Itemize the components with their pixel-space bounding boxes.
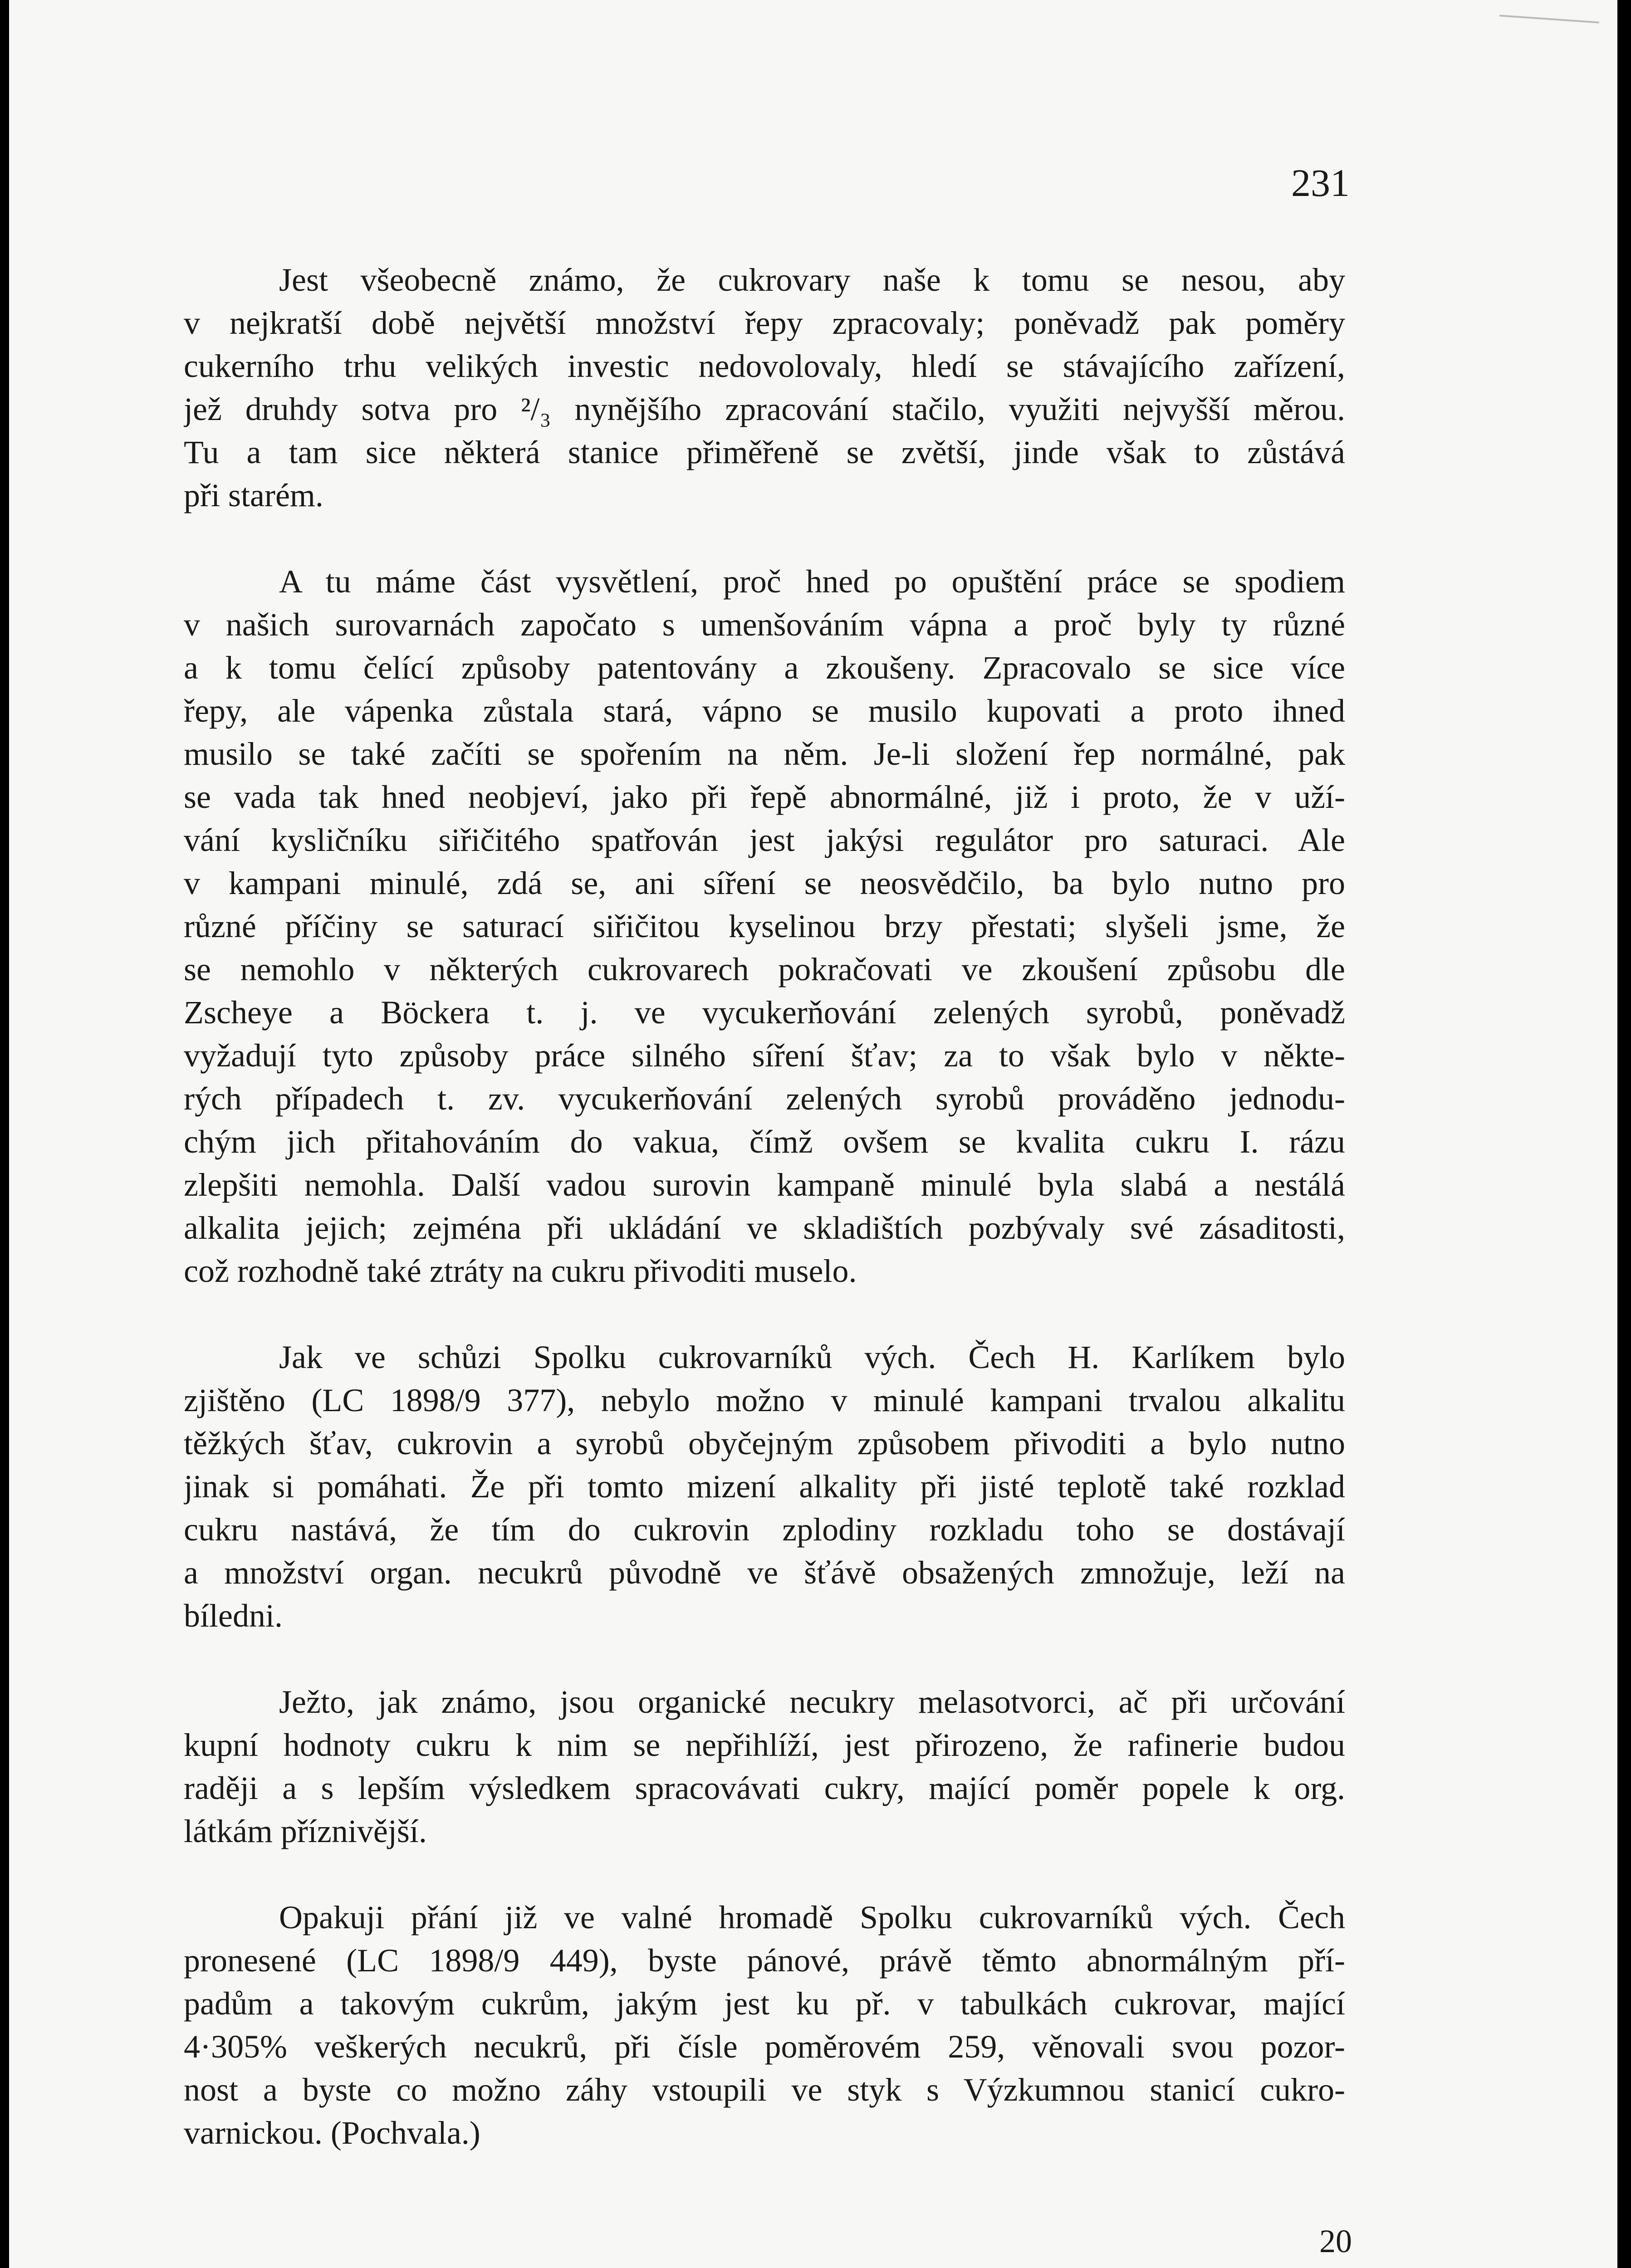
paragraph-4 xyxy=(184,1681,1345,1853)
text-line: a k tomu čelící způsoby patentovány a zkoušeny. Zpracovalo se sice více xyxy=(184,650,1345,686)
text-line: se vada tak hned neobjeví, jako při řepě abnormálné, již i proto, že v uží- xyxy=(184,779,1345,815)
text-line: jež druhdy sotva pro ²/₃ nynějšího zpracování stačilo, využiti nejvyšší měrou. xyxy=(184,391,1345,427)
text-line: Zscheye a Böckera t. j. ve vycukerňování zelených syrobů, poněvadž xyxy=(184,994,1345,1031)
book-page xyxy=(9,0,1617,2268)
text-line: zjištěno (LC 1898/9 377), nebylo možno v minulé kampani trvalou alkalitu xyxy=(184,1382,1345,1418)
text-line: při starém. xyxy=(184,477,323,513)
text-line: 4·305% veškerých necukrů, při čísle poměrovém 259, věnovali svou pozor- xyxy=(184,2028,1345,2065)
body-text xyxy=(184,259,1345,2198)
paragraph-3 xyxy=(184,1336,1345,1637)
page-number: 231 xyxy=(1291,161,1350,205)
text-line: alkalita jejich; zejména při ukládání ve skladištích pozbývaly své zásaditosti, xyxy=(184,1210,1345,1246)
text-line: vyžadují tyto způsoby práce silného síření šťav; za to však bylo v někte- xyxy=(184,1037,1345,1074)
text-line: varnickou. (Pochvala.) xyxy=(184,2115,480,2151)
text-line: v nejkratší době největší množství řepy zpracovaly; poněvadž pak poměry xyxy=(184,305,1345,341)
text-line: cukerního trhu velikých investic nedovolovaly, hledí se stávajícího zařízení, xyxy=(184,348,1345,384)
text-line: chým jich přitahováním do vakua, čímž ovšem se kvalita cukru I. rázu xyxy=(184,1124,1345,1160)
text-line: Tu a tam sice některá stanice přiměřeně se zvětší, jinde však to zůstává xyxy=(184,434,1345,470)
paragraph-1 xyxy=(184,259,1345,517)
scan-edge-mark xyxy=(1499,15,1599,23)
text-line: v našich surovarnách započato s umenšováním vápna a proč byly ty různé xyxy=(184,606,1345,643)
signature-number: 20 xyxy=(1319,2223,1352,2259)
text-line: padům a takovým cukrům, jakým jest ku př. v tabulkách cukrovar, mající xyxy=(184,1985,1345,2022)
text-line: musilo se také začíti se spořením na něm. Je-li složení řep normálné, pak xyxy=(184,736,1345,772)
text-line: bíledni. xyxy=(184,1598,283,1634)
text-line: látkám příznivější. xyxy=(184,1813,427,1849)
text-line: v kampani minulé, zdá se, ani síření se neosvědčilo, ba bylo nutno pro xyxy=(184,865,1345,901)
text-line: pronesené (LC 1898/9 449), byste pánové, právě těmto abnormálným pří- xyxy=(184,1942,1345,1979)
text-line: kupní hodnoty cukru k nim se nepřihlíží, jest přirozeno, že rafinerie budou xyxy=(184,1727,1345,1763)
text-line: rých případech t. zv. vycukerňování zelených syrobů prováděno jednodu- xyxy=(184,1080,1345,1117)
paragraph-5 xyxy=(184,1896,1345,2155)
text-line: A tu máme část vysvětlení, proč hned po opuštění práce se spodiem xyxy=(279,563,1345,600)
text-line: což rozhodně také ztráty na cukru přivoditi muselo. xyxy=(184,1253,857,1289)
text-line: těžkých šťav, cukrovin a syrobů obyčejným způsobem přivoditi a bylo nutno xyxy=(184,1425,1345,1461)
text-line: různé příčiny se saturací siřičitou kyselinou brzy přestati; slyšeli jsme, že xyxy=(184,908,1345,944)
text-line: zlepšiti nemohla. Další vadou surovin kampaně minulé byla slabá a nestálá xyxy=(184,1167,1345,1203)
paragraph-2 xyxy=(184,560,1345,1293)
text-line: Ježto, jak známo, jsou organické necukry melasotvorci, ač při určování xyxy=(279,1684,1345,1720)
text-line: raději a s lepším výsledkem spracovávati cukry, mající poměr popele k org. xyxy=(184,1770,1345,1806)
text-line: řepy, ale vápenka zůstala stará, vápno se musilo kupovati a proto ihned xyxy=(184,693,1345,729)
text-line: jinak si pomáhati. Že při tomto mizení alkality při jisté teplotě také rozklad xyxy=(184,1468,1345,1505)
text-line: Jest všeobecně známo, že cukrovary naše k tomu se nesou, aby xyxy=(279,262,1345,298)
text-line: a množství organ. necukrů původně ve šťávě obsažených zmnožuje, leží na xyxy=(184,1554,1345,1591)
text-line: Jak ve schůzi Spolku cukrovarníků vých. Čech H. Karlíkem bylo xyxy=(279,1339,1345,1375)
text-line: se nemohlo v některých cukrovarech pokračovati ve zkoušení způsobu dle xyxy=(184,951,1345,987)
text-line: nost a byste co možno záhy vstoupili ve styk s Výzkumnou stanicí cukro- xyxy=(184,2072,1345,2108)
text-line: cukru nastává, že tím do cukrovin zplodiny rozkladu toho se dostávají xyxy=(184,1511,1345,1548)
text-line: Opakuji přání již ve valné hromadě Spolku cukrovarníků vých. Čech xyxy=(279,1899,1345,1936)
text-line: vání kysličníku siřičitého spatřován jest jakýsi regulátor pro saturaci. Ale xyxy=(184,822,1345,858)
